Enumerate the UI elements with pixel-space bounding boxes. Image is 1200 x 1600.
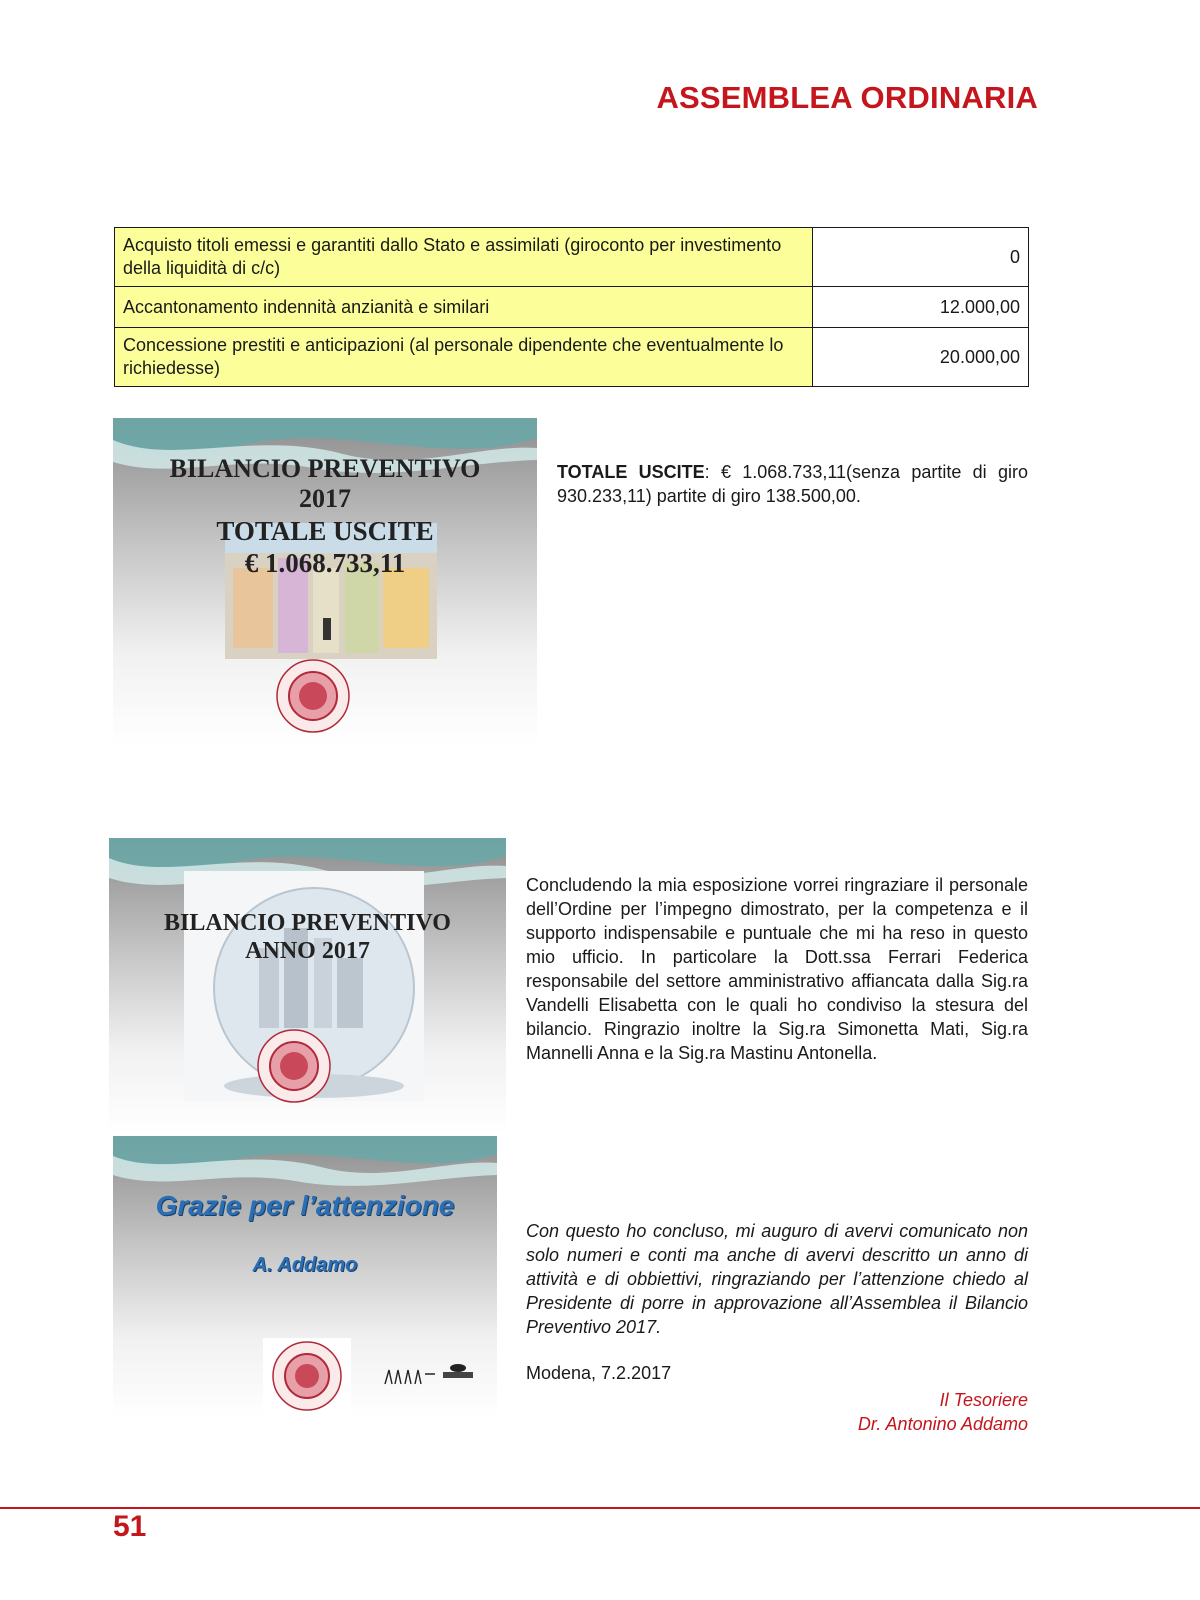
- totale-uscite-label: TOTALE USCITE: [557, 462, 705, 482]
- order-seal-logo: [109, 838, 506, 1133]
- row-amount: 20.000,00: [813, 328, 1029, 387]
- totale-uscite-text: [557, 460, 1028, 508]
- slide-title-line: ANNO 2017: [245, 938, 370, 964]
- ringraziamenti-paragraph: Concludendo la mia esposizione vorrei ringraziare il personale dell’Ordine per l’impegno dimostrato, per la competenza e il supporto indispensabile e puntuale che mi ha reso in questo mio ufficio. In particolare la Dott.ssa Ferrari Federica responsabile del settore amministrativo affiancata dalla Sig.ra Vandelli Elisabetta con le quali ho condiviso la stesura del bilancio. Ringrazio inoltre la Sig.ra Simonetta Mati, Sig.ra Mannelli Anna e la Sig.ra Mastinu Antonella.: [526, 875, 1028, 1063]
- luogo-data: Modena, 7.2.2017: [526, 1363, 672, 1383]
- conclusione-paragraph: Con questo ho concluso, mi auguro di avervi comunicato non solo numeri e conti ma anche di avervi descritto un anno di attività e di obbiettivi, ringraziando per l’attenzione chiedo al Presidente di porre in approvazione all’Assemblea il Bilancio Preventivo 2017.: [526, 1221, 1028, 1337]
- table-row: [115, 287, 1029, 328]
- signature-sketch: [113, 1136, 497, 1418]
- row-amount: 12.000,00: [813, 287, 1029, 328]
- signature-role: Il Tesoriere: [939, 1390, 1028, 1410]
- row-description: Concessione prestiti e anticipazioni (al personale dipendente che eventualmente lo richiedesse): [115, 328, 813, 387]
- totale-uscite-value: : € 1.068.733,11(senza partite di giro 930.233,11) partite di giro 138.500,00.: [557, 462, 1028, 506]
- footer-divider: [0, 1507, 1200, 1509]
- slide-title-amount: € 1.068.733,11: [244, 548, 406, 578]
- slide-title-line: BILANCIO PREVENTIVO: [169, 454, 481, 483]
- slide-totale-uscite: [113, 418, 537, 745]
- slide-bilancio-preventivo: [109, 838, 506, 1133]
- slide-title-line: Grazie per l’attenzione: [155, 1190, 455, 1221]
- slide-title-line: 2017: [299, 484, 351, 513]
- page-number: 51: [113, 1510, 147, 1543]
- budget-table: [114, 227, 1029, 387]
- row-amount: 0: [813, 228, 1029, 287]
- section-title: ASSEMBLEA ORDINARIA: [656, 80, 1038, 115]
- table-row: [115, 228, 1029, 287]
- signature-name: Dr. Antonino Addamo: [857, 1414, 1028, 1434]
- row-description: Accantonamento indennità anzianità e similari: [115, 287, 813, 328]
- row-description: Acquisto titoli emessi e garantiti dallo Stato e assimilati (giroconto per investimento della liquidità di c/c): [115, 228, 813, 287]
- order-seal-logo: [113, 418, 537, 745]
- slide-title-line: TOTALE USCITE: [216, 516, 434, 546]
- slide-grazie: [113, 1136, 497, 1418]
- table-row: [115, 328, 1029, 387]
- slide-title-line: A. Addamo: [252, 1254, 358, 1276]
- slide-title-line: BILANCIO PREVENTIVO: [164, 910, 451, 936]
